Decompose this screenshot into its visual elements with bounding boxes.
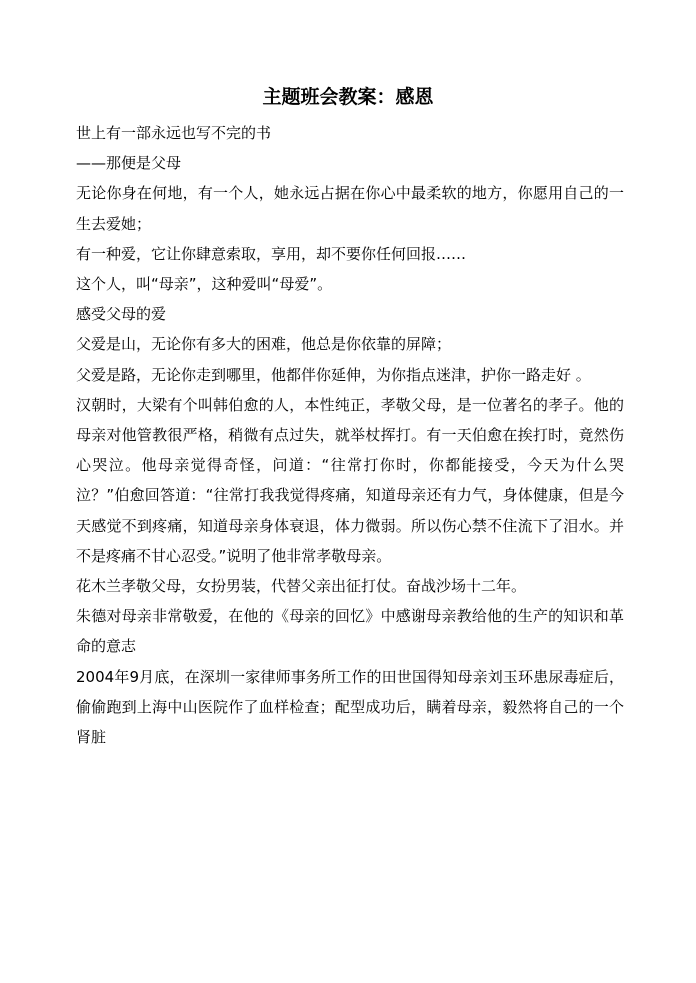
- paragraph-parents: ——那便是父母: [76, 154, 182, 173]
- paragraph-zhu-de: 朱德对母亲非常敬爱，在他的《母亲的回忆》中感谢母亲教给他的生产的知识和革命的意志: [76, 607, 624, 656]
- paragraph-father-mountain: 父爱是山，无论你有多大的困难，他总是你依靠的屏障；: [76, 335, 452, 354]
- paragraph-a-love: 有一种爱，它让你肆意索取，享用，却不要你任何回报……: [76, 244, 467, 263]
- paragraph-book-intro: 世上有一部永远也写不完的书: [76, 124, 272, 142]
- document-title: 主题班会教案：感恩: [262, 86, 434, 108]
- paragraph-tian-shiguo: 2004年9月底，在深圳一家律师事务所工作的田世国得知母亲刘玉环患尿毒症后，偷偷跑到上海中山医院作了血样检查；配型成功后，瞒着母亲，毅然将自己的一个肾脏: [76, 667, 624, 747]
- paragraph-han-boyu-story: 汉朝时，大梁有个叫韩伯愈的人，本性纯正，孝敬父母，是一位著名的孝子。他的母亲对他管教很严格，稍微有点过失，就举杖挥打。有一天伯愈在挨打时，竟然伤心哭泣。他母亲觉得奇怪，问道：“往常打你时，你都能接受，今天为什么哭泣？”伯愈回答道：“往常打我我觉得疼痛，知道母亲还有力气，身体健康，但是今天感觉不到疼痛，知道母亲身体衰退，体力微弱。所以伤心禁不住流下了泪水。并不是疼痛不甘心忍受。”说明了他非常孝敬母亲。: [76, 395, 624, 565]
- paragraph-section-heading: 感受父母的爱: [76, 305, 167, 324]
- paragraph-this-person: 这个人，叫“母亲”，这种爱叫“母爱”。: [76, 275, 333, 294]
- paragraph-mother-love: 无论你身在何地，有一个人，她永远占据在你心中最柔软的地方，你愿用自己的一生去爱她；: [76, 184, 624, 233]
- document-body: [76, 118, 624, 752]
- paragraph-father-road: 父爱是路，无论你走到哪里，他都伴你延伸，为你指点迷津，护你一路走好 。: [76, 365, 591, 384]
- paragraph-hua-mulan: 花木兰孝敬父母，女扮男装，代替父亲出征打仗。奋战沙场十二年。: [76, 577, 527, 596]
